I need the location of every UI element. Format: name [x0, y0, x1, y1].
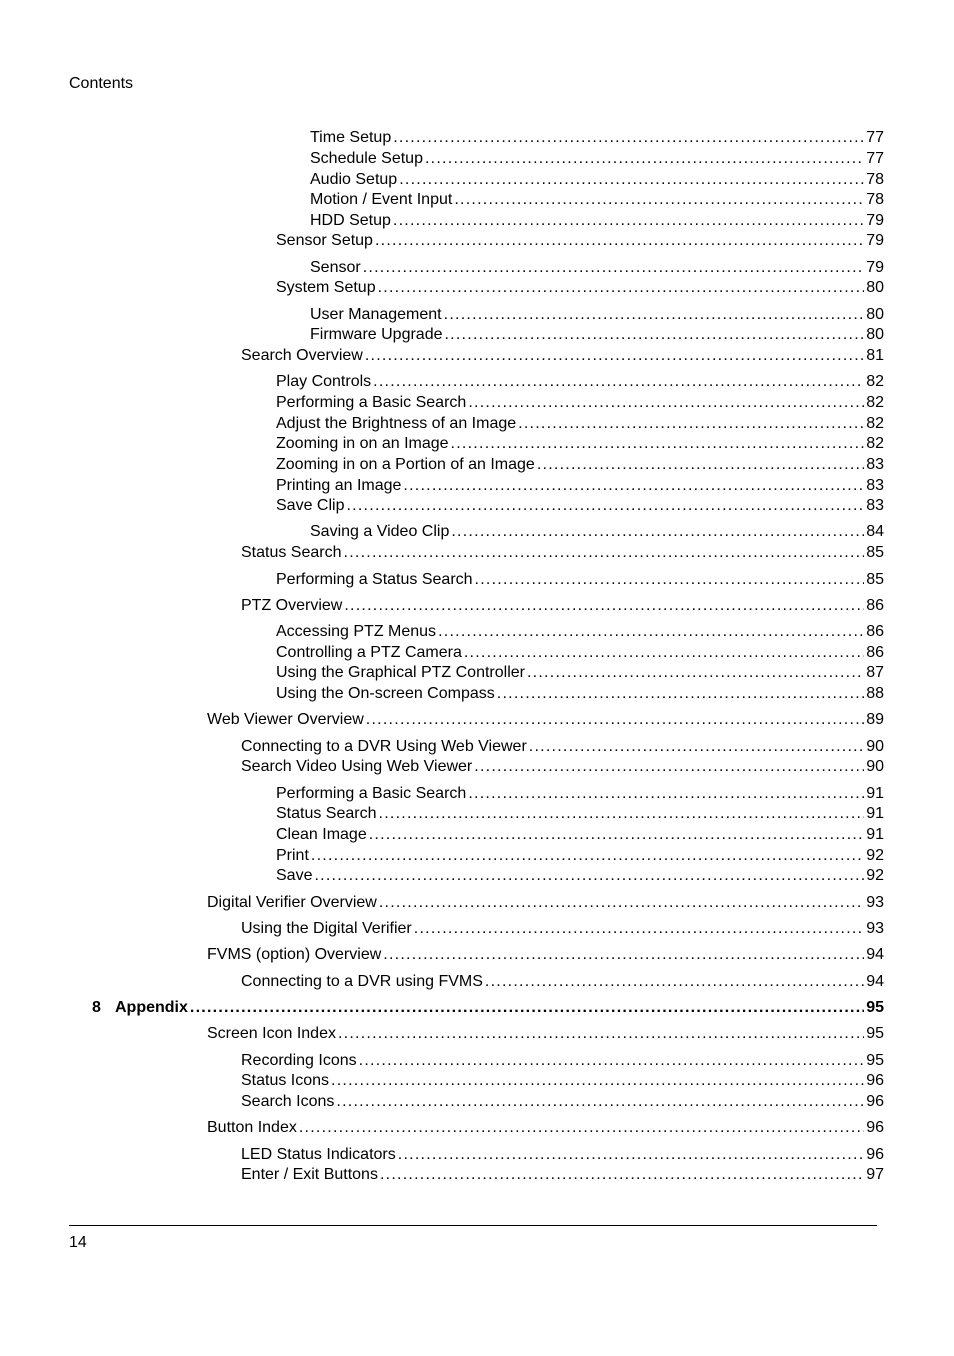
toc-entry-title: Controlling a PTZ Camera — [276, 644, 462, 661]
leader-dots — [363, 258, 865, 278]
toc-entry-page: 93 — [866, 920, 884, 937]
toc-entry[interactable] — [310, 128, 884, 148]
leader-dots — [344, 596, 864, 616]
toc-entry-page: 83 — [866, 497, 884, 514]
toc-entry[interactable] — [276, 866, 884, 886]
toc-entry-title: Motion / Event Input — [310, 191, 453, 208]
toc-entry-page: 88 — [866, 685, 884, 702]
toc-entry-title: Connecting to a DVR Using Web Viewer — [241, 738, 527, 755]
toc-entry-title: Zooming in on an Image — [276, 435, 449, 452]
toc-entry[interactable] — [241, 346, 884, 366]
toc-entry[interactable] — [276, 804, 884, 824]
toc-entry-page: 86 — [866, 623, 884, 640]
toc-entry-page: 77 — [866, 150, 884, 167]
toc-entry-title: Print — [276, 847, 309, 864]
toc-entry-title: Web Viewer Overview — [207, 711, 364, 728]
toc-entry[interactable] — [241, 1145, 884, 1165]
toc-entry-title: Search Overview — [241, 347, 363, 364]
running-header: Contents — [69, 75, 134, 92]
toc-entry-page: 95 — [866, 1052, 884, 1069]
toc-entry[interactable] — [207, 893, 884, 913]
leader-dots — [399, 170, 864, 190]
toc-entry-title: System Setup — [276, 279, 376, 296]
leader-dots — [529, 737, 864, 757]
toc-entry-page: 79 — [866, 232, 884, 249]
toc-entry-page: 85 — [866, 544, 884, 561]
footer-rule — [69, 1225, 877, 1226]
toc-entry[interactable] — [276, 372, 884, 392]
toc-entry-page: 91 — [866, 785, 884, 802]
leader-dots — [518, 414, 864, 434]
toc-entry-title: Connecting to a DVR using FVMS — [241, 973, 483, 990]
toc-entry[interactable] — [241, 596, 884, 616]
toc-entry[interactable] — [276, 825, 884, 845]
page-number: 14 — [69, 1234, 87, 1251]
toc-entry-title: Performing a Basic Search — [276, 394, 467, 411]
toc-entry[interactable] — [241, 919, 884, 939]
toc-entry-title: Using the On-screen Compass — [276, 685, 495, 702]
toc-entry[interactable] — [310, 170, 884, 190]
leader-dots — [438, 622, 864, 642]
toc-entry-title: User Management — [310, 306, 442, 323]
toc-entry[interactable] — [241, 1165, 884, 1185]
toc-entry-page: 89 — [866, 711, 884, 728]
toc-entry-page: 80 — [866, 306, 884, 323]
leader-dots — [451, 522, 864, 542]
toc-entry-title: Accessing PTZ Menus — [276, 623, 437, 640]
leader-dots — [454, 190, 864, 210]
leader-dots — [398, 1145, 864, 1165]
chapter-number: 8 — [92, 999, 101, 1016]
toc-entry-title: LED Status Indicators — [241, 1146, 396, 1163]
leader-dots — [314, 866, 864, 886]
leader-dots — [497, 684, 864, 704]
toc-entry[interactable] — [207, 945, 884, 965]
leader-dots — [444, 325, 864, 345]
toc-entry-title: PTZ Overview — [241, 597, 343, 614]
toc-entry-page: 84 — [866, 523, 884, 540]
toc-entry-title: Status Search — [241, 544, 342, 561]
leader-dots — [444, 305, 865, 325]
toc-entry-title: Save — [276, 867, 313, 884]
leader-dots — [425, 149, 864, 169]
toc-entry-title: Audio Setup — [310, 171, 398, 188]
leader-dots — [475, 570, 865, 590]
toc-entry-title: Appendix — [115, 999, 188, 1016]
leader-dots — [190, 998, 864, 1018]
toc-entry-title: Performing a Status Search — [276, 571, 473, 588]
leader-dots — [299, 1118, 864, 1138]
toc-entry-title: Firmware Upgrade — [310, 326, 443, 343]
toc-entry-page: 81 — [866, 347, 884, 364]
leader-dots — [369, 825, 864, 845]
leader-dots — [393, 128, 864, 148]
leader-dots — [379, 804, 865, 824]
toc-entry-page: 82 — [866, 435, 884, 452]
toc-entry-page: 96 — [866, 1093, 884, 1110]
leader-dots — [414, 919, 864, 939]
toc-entry[interactable] — [276, 455, 884, 475]
toc-entry[interactable] — [241, 1092, 884, 1112]
leader-dots — [468, 784, 864, 804]
toc-entry-page: 83 — [866, 456, 884, 473]
toc-entry-title: Search Icons — [241, 1093, 335, 1110]
leader-dots — [378, 278, 865, 298]
leader-dots — [365, 346, 864, 366]
leader-dots — [331, 1071, 864, 1091]
toc-entry-page: 87 — [866, 664, 884, 681]
toc-entry-page: 86 — [866, 597, 884, 614]
toc-entry-page: 93 — [866, 894, 884, 911]
leader-dots — [474, 757, 864, 777]
toc-entry[interactable] — [276, 784, 884, 804]
toc-entry[interactable] — [276, 414, 884, 434]
toc-entry-page: 91 — [866, 826, 884, 843]
toc-entry-title: Using the Digital Verifier — [241, 920, 412, 937]
toc-entry[interactable] — [276, 663, 884, 683]
leader-dots — [359, 1051, 865, 1071]
toc-entry[interactable] — [241, 1051, 884, 1071]
toc-entry-page: 80 — [866, 279, 884, 296]
toc-entry-title: Printing an Image — [276, 477, 402, 494]
toc-entry-page: 79 — [866, 259, 884, 276]
toc-entry[interactable] — [241, 757, 884, 777]
leader-dots — [373, 372, 864, 392]
toc-entry-title: Search Video Using Web Viewer — [241, 758, 473, 775]
toc-entry-page: 92 — [866, 867, 884, 884]
toc-entry-title: Adjust the Brightness of an Image — [276, 415, 517, 432]
toc-entry[interactable] — [310, 258, 884, 278]
leader-dots — [379, 893, 864, 913]
toc-entry-title: Time Setup — [310, 129, 392, 146]
toc-entry[interactable] — [310, 211, 884, 231]
leader-dots — [537, 455, 864, 475]
toc-entry-title: Play Controls — [276, 373, 372, 390]
toc-entry-title: Saving a Video Clip — [310, 523, 450, 540]
toc-entry[interactable] — [241, 972, 884, 992]
toc-entry[interactable] — [276, 393, 884, 413]
toc-entry-page: 95 — [866, 1025, 884, 1042]
toc-entry-title: Zooming in on a Portion of an Image — [276, 456, 535, 473]
leader-dots — [393, 211, 864, 231]
toc-entry[interactable] — [310, 522, 884, 542]
toc-entry-title: Screen Icon Index — [207, 1025, 336, 1042]
toc-entry-page: 77 — [866, 129, 884, 146]
toc-entry[interactable] — [276, 476, 884, 496]
toc-entry-page: 86 — [866, 644, 884, 661]
leader-dots — [403, 476, 864, 496]
toc-entry-page: 83 — [866, 477, 884, 494]
toc-entry-page: 92 — [866, 847, 884, 864]
toc-entry[interactable] — [276, 622, 884, 642]
toc-entry-page: 96 — [866, 1119, 884, 1136]
toc-entry[interactable] — [310, 305, 884, 325]
toc-entry-page: 90 — [866, 738, 884, 755]
toc-entry-title: Schedule Setup — [310, 150, 423, 167]
toc-entry-page: 80 — [866, 326, 884, 343]
leader-dots — [464, 643, 864, 663]
toc-entry[interactable] — [241, 1071, 884, 1091]
toc-entry-page: 96 — [866, 1072, 884, 1089]
toc-entry[interactable] — [207, 1024, 884, 1044]
toc-entry-page: 85 — [866, 571, 884, 588]
toc-entry[interactable] — [276, 643, 884, 663]
leader-dots — [451, 434, 865, 454]
toc-entry-page: 78 — [866, 191, 884, 208]
toc-entry[interactable] — [276, 434, 884, 454]
toc-entry-page: 78 — [866, 171, 884, 188]
leader-dots — [375, 231, 864, 251]
leader-dots — [468, 393, 864, 413]
toc-entry[interactable] — [276, 278, 884, 298]
toc-entry-title: Digital Verifier Overview — [207, 894, 377, 911]
leader-dots — [527, 663, 864, 683]
toc-entry-page: 82 — [866, 373, 884, 390]
toc-entry[interactable] — [241, 543, 884, 563]
toc-entry-page: 97 — [866, 1166, 884, 1183]
toc-entry[interactable] — [276, 231, 884, 251]
toc-entry-title: Save Clip — [276, 497, 345, 514]
toc-entry-title: Sensor — [310, 259, 361, 276]
leader-dots — [366, 710, 864, 730]
toc-entry-title: Recording Icons — [241, 1052, 357, 1069]
toc-entry-page: 96 — [866, 1146, 884, 1163]
toc-entry-page: 82 — [866, 394, 884, 411]
toc-entry[interactable] — [241, 737, 884, 757]
toc-entry-page: 95 — [866, 999, 884, 1016]
toc-entry-title: Status Search — [276, 805, 377, 822]
toc-entry-page: 94 — [866, 946, 884, 963]
toc-entry-page: 90 — [866, 758, 884, 775]
toc-entry-title: Sensor Setup — [276, 232, 373, 249]
leader-dots — [336, 1092, 864, 1112]
toc-entry-title: FVMS (option) Overview — [207, 946, 382, 963]
leader-dots — [485, 972, 864, 992]
toc-entry[interactable] — [276, 570, 884, 590]
toc-entry[interactable] — [310, 149, 884, 169]
toc-entry-title: Button Index — [207, 1119, 297, 1136]
toc-entry-title: Status Icons — [241, 1072, 330, 1089]
toc-entry-title: Enter / Exit Buttons — [241, 1166, 378, 1183]
leader-dots — [338, 1024, 864, 1044]
toc-entry[interactable] — [310, 190, 884, 210]
leader-dots — [383, 945, 864, 965]
toc-entry-title: Using the Graphical PTZ Controller — [276, 664, 525, 681]
toc-entry-page: 79 — [866, 212, 884, 229]
toc-entry-title: Clean Image — [276, 826, 367, 843]
toc-entry-page: 91 — [866, 805, 884, 822]
toc-entry-title: HDD Setup — [310, 212, 391, 229]
toc-chapter-entry[interactable] — [92, 998, 884, 1018]
leader-dots — [344, 543, 865, 563]
toc-entry[interactable] — [207, 710, 884, 730]
toc-entry[interactable] — [276, 496, 884, 516]
toc-entry[interactable] — [207, 1118, 884, 1138]
leader-dots — [346, 496, 864, 516]
toc-entry-page: 82 — [866, 415, 884, 432]
toc-entry[interactable] — [276, 684, 884, 704]
leader-dots — [311, 846, 864, 866]
toc-entry[interactable] — [310, 325, 884, 345]
toc-entry-page: 94 — [866, 973, 884, 990]
toc-entry-title: Performing a Basic Search — [276, 785, 467, 802]
toc-entry[interactable] — [276, 846, 884, 866]
leader-dots — [380, 1165, 864, 1185]
